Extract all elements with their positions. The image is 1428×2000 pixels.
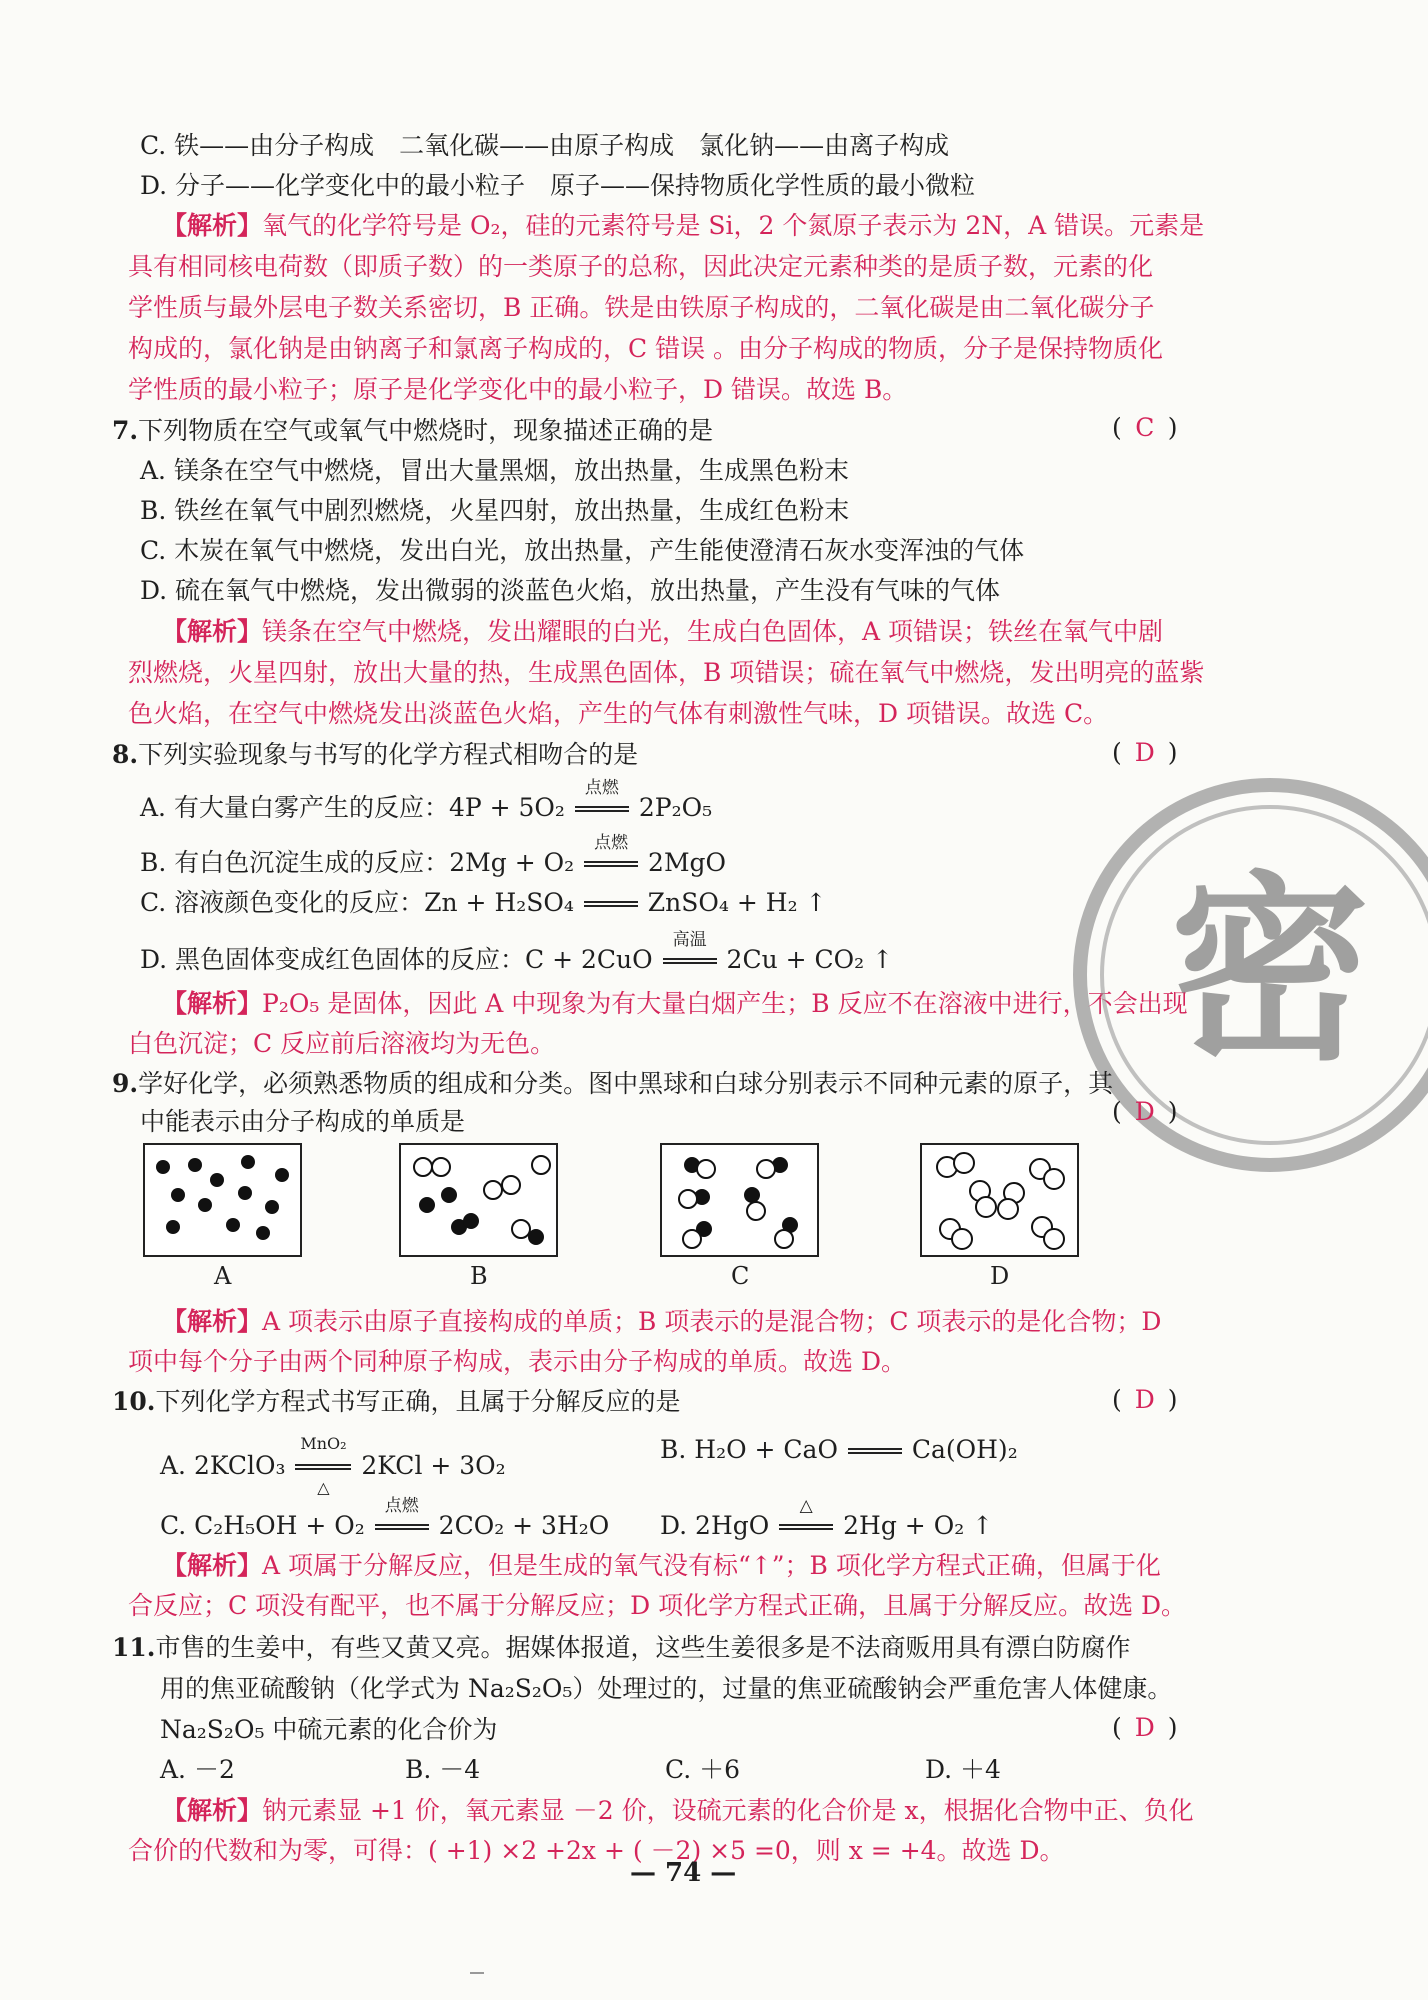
question-number: 7. [112,416,139,445]
footer-mark [470,1972,484,1974]
q6-option-d: D. 分子——化学变化中的最小粒子 原子——保持物质化学性质的最小微粒 [140,171,976,200]
q6-explanation-line: 学性质与最外层电子数关系密切，B 正确。铁是由铁原子构成的，二氧化碳是由二氧化碳分子 [128,293,1155,322]
q8-stem [112,737,638,773]
question-text: 下列物质在空气或氧气中燃烧时，现象描述正确的是 [138,416,714,445]
q11-stem-line3: Na₂S₂O₅ 中硫元素的化合价为 [160,1715,498,1744]
q10-explanation-line: 合反应；C 项没有配平，也不属于分解反应；D 项化学方程式正确，且属于分解反应。故选 D。 [128,1591,1187,1620]
q8-option-d [140,930,894,978]
answer-letter: D [1134,1097,1155,1126]
q6-explanation-line [162,208,1204,244]
diagram-label-d: D [990,1262,1010,1290]
q8-option-b [140,833,727,881]
equation-left: C. C₂H₅OH + O₂ [160,1511,373,1540]
q10-stem [112,1384,681,1420]
q10-answer-bracket: ( D ) [1112,1382,1178,1418]
q9-explanation-line: 项中每个分子由两个同种原子构成，表示由分子构成的单质。故选 D。 [128,1347,906,1376]
equation-left: A. 2KClO₃ [160,1451,294,1480]
explanation-text: 钠元素显 +1 价，氧元素显 －2 价，设硫元素的化合价是 x，根据化合物中正、负化 [262,1796,1194,1825]
explanation-text: A 项属于分解反应，但是生成的氧气没有标“↑”；B 项化学方程式正确，但属于化 [262,1551,1161,1580]
q6-explanation-line: 学性质的最小粒子；原子是化学变化中的最小粒子，D 错误。故选 B。 [128,375,908,404]
reaction-arrow [573,778,631,826]
diagram-label-c: C [731,1262,750,1290]
q9-stem-line2: 中能表示由分子构成的单质是 [140,1107,466,1136]
question-number: 10. [112,1387,156,1416]
equation-right: Ca(OH)₂ [903,1435,1018,1464]
reaction-condition: 点燃 [384,1496,419,1516]
q6-explanation-line: 具有相同核电荷数（即质子数）的一类原子的总称，因此决定元素种类的是质子数，元素的化 [128,252,1154,281]
question-text: 市售的生姜中，有些又黄又亮。据媒体报道，这些生姜很多是不法商贩用具有漂白防腐作 [155,1633,1131,1662]
equation-left: D. 黑色固体变成红色固体的反应：C + 2CuO [140,945,661,974]
q9-stem-line1 [112,1066,1113,1102]
reaction-arrow [293,1434,353,1497]
explanation-tag: 【解析】 [162,1307,263,1336]
q7-answer-bracket: ( C ) [1112,410,1178,446]
equation-right: 2KCl + 3O₂ [353,1451,506,1480]
q7-explanation-line: 色火焰，在空气中燃烧发出淡蓝色火焰，产生的气体有刺激性气味，D 项错误。故选 C。 [128,699,1109,728]
q8-option-c [140,885,826,921]
q11-explanation-line: 合价的代数和为零，可得：( +1) ×2 +2x + ( －2) ×5 =0，则 x = +4。故选 D。 [128,1836,1065,1865]
q7-option-a: A. 镁条在空气中燃烧，冒出大量黑烟，放出热量，生成黑色粉末 [140,456,849,485]
q7-stem [112,413,713,449]
explanation-text: A 项表示由原子直接构成的单质；B 项表示的是混合物；C 项表示的是化合物；D [262,1307,1162,1336]
particle-diagram-b [399,1143,558,1257]
reaction-condition: 高温 [672,930,707,950]
reaction-catalyst: MnO₂ [300,1434,347,1453]
q7-option-d: D. 硫在氧气中燃烧，发出微弱的淡蓝色火焰，放出热量，产生没有气味的气体 [140,576,1001,605]
q11-option-d: D. ＋4 [925,1755,1001,1784]
q7-explanation-line: 烈燃烧，火星四射，放出大量的热，生成黑色固体，B 项错误；硫在氧气中燃烧，发出明亮的蓝紫 [128,658,1205,687]
particle-diagram-a [143,1143,302,1257]
q7-option-b: B. 铁丝在氧气中剧烈燃烧，火星四射，放出热量，生成红色粉末 [140,496,850,525]
q10-option-a [160,1434,506,1497]
question-number: 9. [112,1069,139,1098]
answer-letter: D [1134,1713,1155,1742]
reaction-arrow [846,1432,904,1468]
equation-right: 2MgO [640,848,727,877]
equation-left: D. 2HgO [660,1511,778,1540]
particle-diagram-c [660,1143,819,1257]
q9-answer-bracket: ( D ) [1112,1094,1178,1130]
q6-option-c: C. 铁——由分子构成 二氧化碳——由原子构成 氯化钠——由离子构成 [140,131,950,160]
q11-option-b: B. －4 [405,1755,481,1784]
explanation-text: 氧气的化学符号是 O₂，硅的元素符号是 Si，2 个氮原子表示为 2N，A 错误。元素是 [262,211,1205,240]
equation-left: B. 有白色沉淀生成的反应：2Mg + O₂ [140,848,583,877]
q8-option-a [140,778,713,826]
q10-option-c [160,1496,610,1544]
answer-letter: C [1135,413,1155,442]
q10-option-b [660,1432,1018,1468]
question-text: 下列化学方程式书写正确，且属于分解反应的是 [155,1387,681,1416]
answer-letter: D [1134,738,1155,767]
diagram-label-b: B [470,1262,488,1290]
question-number: 8. [112,740,139,769]
q11-explanation-line [162,1793,1194,1829]
q8-explanation-line [162,986,1188,1022]
explanation-tag: 【解析】 [162,1551,263,1580]
explanation-tag: 【解析】 [162,989,263,1018]
question-text: 学好化学，必须熟悉物质的组成和分类。图中黑球和白球分别表示不同种元素的原子，其 [138,1069,1114,1098]
q8-answer-bracket: ( D ) [1112,735,1178,771]
q11-stem-line2: 用的焦亚硫酸钠（化学式为 Na₂S₂O₅）处理过的，过量的焦亚硫酸钠会严重危害人体健康。 [160,1674,1173,1703]
equation-left: B. H₂O + CaO [660,1435,846,1464]
equation-left: A. 有大量白雾产生的反应：4P + 5O₂ [140,793,573,822]
reaction-arrow [373,1496,431,1544]
explanation-tag: 【解析】 [162,1796,263,1825]
particle-diagram-d [920,1143,1079,1257]
q10-option-d [660,1496,994,1544]
question-number: 11. [112,1633,156,1662]
reaction-arrow [777,1496,835,1544]
explanation-tag: 【解析】 [162,211,263,240]
equation-right: ZnSO₄ + H₂ ↑ [639,888,827,917]
q11-answer-bracket: ( D ) [1112,1710,1178,1746]
reaction-arrow [582,885,640,921]
question-text: 下列实验现象与书写的化学方程式相吻合的是 [138,740,639,769]
equation-right: 2Hg + O₂ ↑ [835,1511,994,1540]
equation-right: 2P₂O₅ [630,793,713,822]
q9-explanation-line [162,1304,1161,1340]
explanation-text: 镁条在空气中燃烧，发出耀眼的白光，生成白色固体，A 项错误；铁丝在氧气中剧 [262,617,1164,646]
reaction-condition: 点燃 [584,778,619,798]
q10-explanation-line [162,1548,1161,1584]
answer-letter: D [1134,1385,1155,1414]
explanation-text: P₂O₅ 是固体，因此 A 中现象为有大量白烟产生；B 反应不在溶液中进行，不会出现 [262,989,1188,1018]
q7-option-c: C. 木炭在氧气中燃烧，发出白光，放出热量，产生能使澄清石灰水变浑浊的气体 [140,536,1025,565]
q11-option-c: C. ＋6 [665,1755,741,1784]
equation-left: C. 溶液颜色变化的反应：Zn + H₂SO₄ [140,888,582,917]
reaction-condition: 点燃 [594,833,629,853]
diagram-label-a: A [214,1262,232,1290]
q11-stem-line1 [112,1630,1131,1666]
reaction-heat: △ [317,1478,330,1497]
page-number: — 74 — [630,1858,737,1888]
q6-explanation-line: 构成的，氯化钠是由钠离子和氯离子构成的，C 错误 。由分子构成的物质，分子是保持物质化 [128,334,1164,363]
reaction-condition: △ [799,1496,813,1516]
stamp-character: 密 [1169,855,1371,1088]
q11-option-a: A. －2 [160,1755,235,1784]
q7-explanation-line [162,614,1163,650]
explanation-tag: 【解析】 [162,617,263,646]
reaction-arrow [661,930,719,978]
q8-explanation-line: 白色沉淀；C 反应前后溶液均为无色。 [128,1029,556,1058]
equation-right: 2Cu + CO₂ ↑ [718,945,894,974]
reaction-arrow [582,833,640,881]
equation-right: 2CO₂ + 3H₂O [430,1511,610,1540]
